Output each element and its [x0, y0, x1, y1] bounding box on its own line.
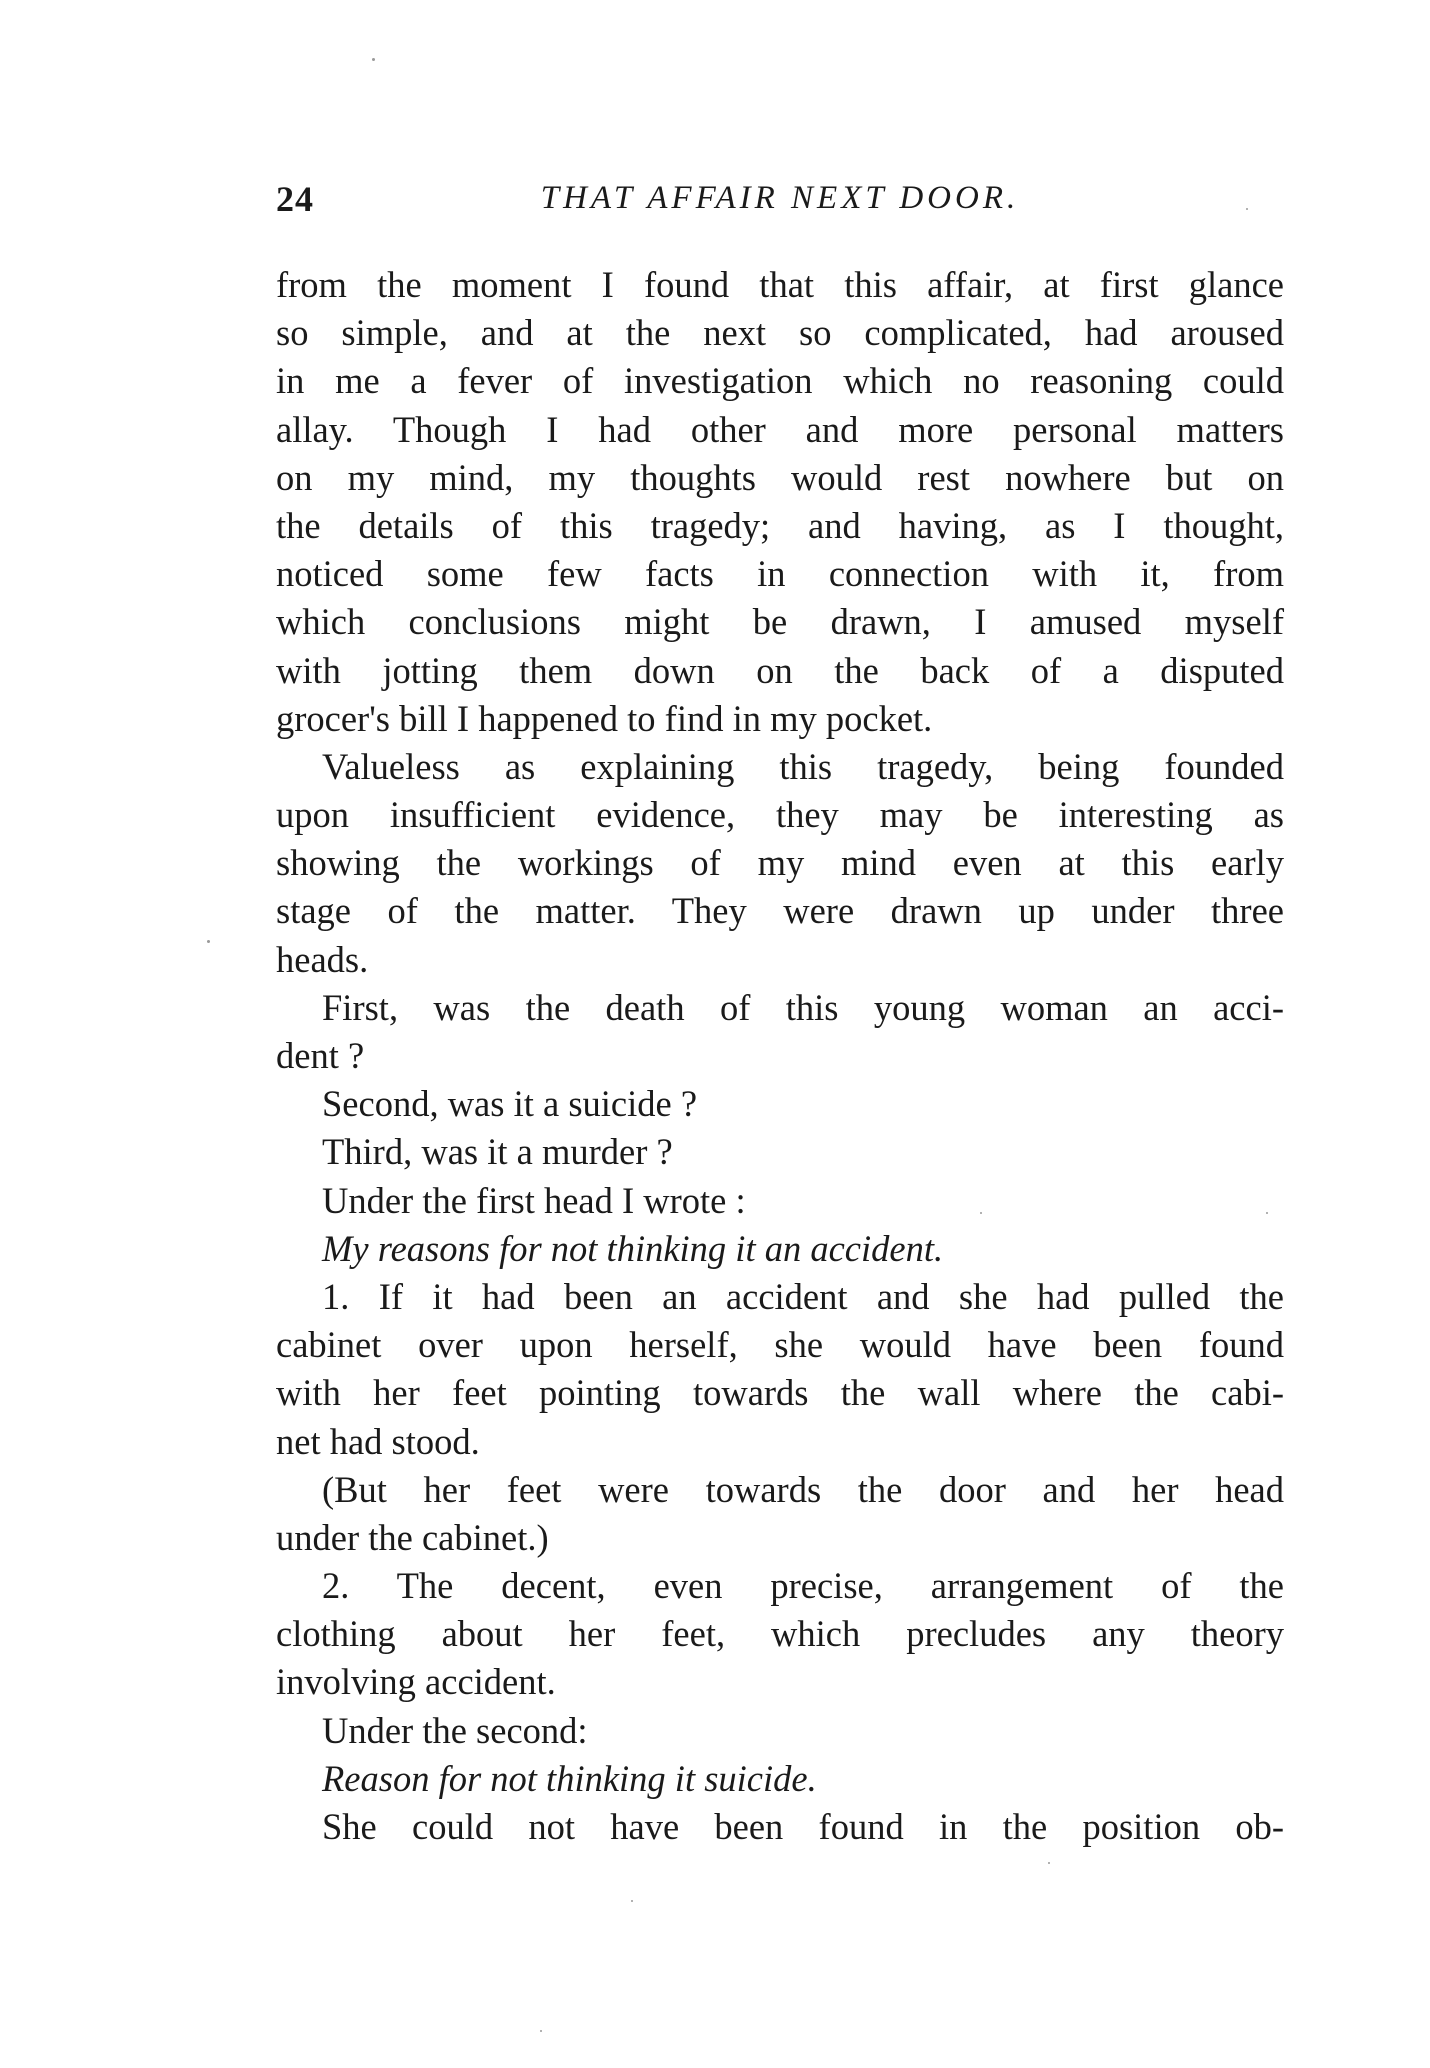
text-line: from the moment I found that this affair, at first glance [276, 264, 1284, 305]
text-line: with her feet pointing towards the wall where the cabi- [276, 1372, 1284, 1414]
text-line: which conclusions might be drawn, I amused myself [276, 601, 1284, 643]
text-line: 1. If it had been an accident and she had pulled the [322, 1275, 1284, 1317]
scan-speck [1246, 208, 1248, 210]
scan-speck [980, 1212, 982, 1214]
text-line: stage of the matter. They were drawn up under three [276, 890, 1284, 932]
text-line: Under the second: [322, 1709, 588, 1751]
text-line: Second, was it a suicide ? [322, 1083, 698, 1125]
text-line: Third, was it a murder ? [322, 1131, 673, 1173]
text-line: She could not have been found in the position ob- [322, 1806, 1284, 1847]
text-line: in me a fever of investigation which no reasoning could [276, 360, 1284, 402]
text-line: showing the workings of my mind even at this early [276, 842, 1284, 884]
scan-speck [372, 58, 375, 61]
body-text [276, 261, 1284, 1851]
text-line: with jotting them down on the back of a disputed [276, 649, 1284, 691]
scan-speck [1048, 1862, 1050, 1864]
text-line: involving accident. [276, 1661, 556, 1703]
text-line: upon insufficient evidence, they may be interesting as [276, 794, 1284, 836]
page-header [276, 178, 1284, 228]
text-line: on my mind, my thoughts would rest nowhere but on [276, 456, 1284, 498]
text-line: (But her feet were towards the door and her head [322, 1468, 1284, 1510]
text-line: grocer's bill I happened to find in my pocket. [276, 697, 933, 739]
text-line: the details of this tragedy; and having, as I thought, [276, 504, 1284, 546]
text-line: net had stood. [276, 1420, 480, 1462]
scan-speck [631, 1900, 633, 1902]
page-number: 24 [276, 179, 314, 219]
text-line: under the cabinet.) [276, 1516, 549, 1558]
text-line: cabinet over upon herself, she would have been found [276, 1324, 1284, 1366]
running-title: THAT AFFAIR NEXT DOOR. [540, 180, 1020, 216]
text-line: dent ? [276, 1035, 365, 1076]
scan-speck [1266, 1212, 1268, 1214]
text-line: My reasons for not thinking it an accident. [322, 1227, 944, 1269]
text-line: allay. Though I had other and more personal matters [276, 408, 1284, 450]
text-line: heads. [276, 938, 369, 980]
text-line: noticed some few facts in connection with it, from [276, 553, 1284, 595]
text-line: 2. The decent, even precise, arrangement of the [322, 1565, 1284, 1607]
text-line: Under the first head I wrote : [322, 1179, 746, 1221]
text-line: First, was the death of this young woman an acci- [322, 986, 1284, 1028]
text-line: clothing about her feet, which precludes any theory [276, 1613, 1284, 1655]
scan-speck [207, 940, 210, 943]
text-line: so simple, and at the next so complicated, had aroused [276, 312, 1284, 354]
text-line: Reason for not thinking it suicide. [322, 1757, 817, 1799]
scan-speck [540, 2030, 542, 2032]
text-line: Valueless as explaining this tragedy, being founded [322, 745, 1284, 787]
